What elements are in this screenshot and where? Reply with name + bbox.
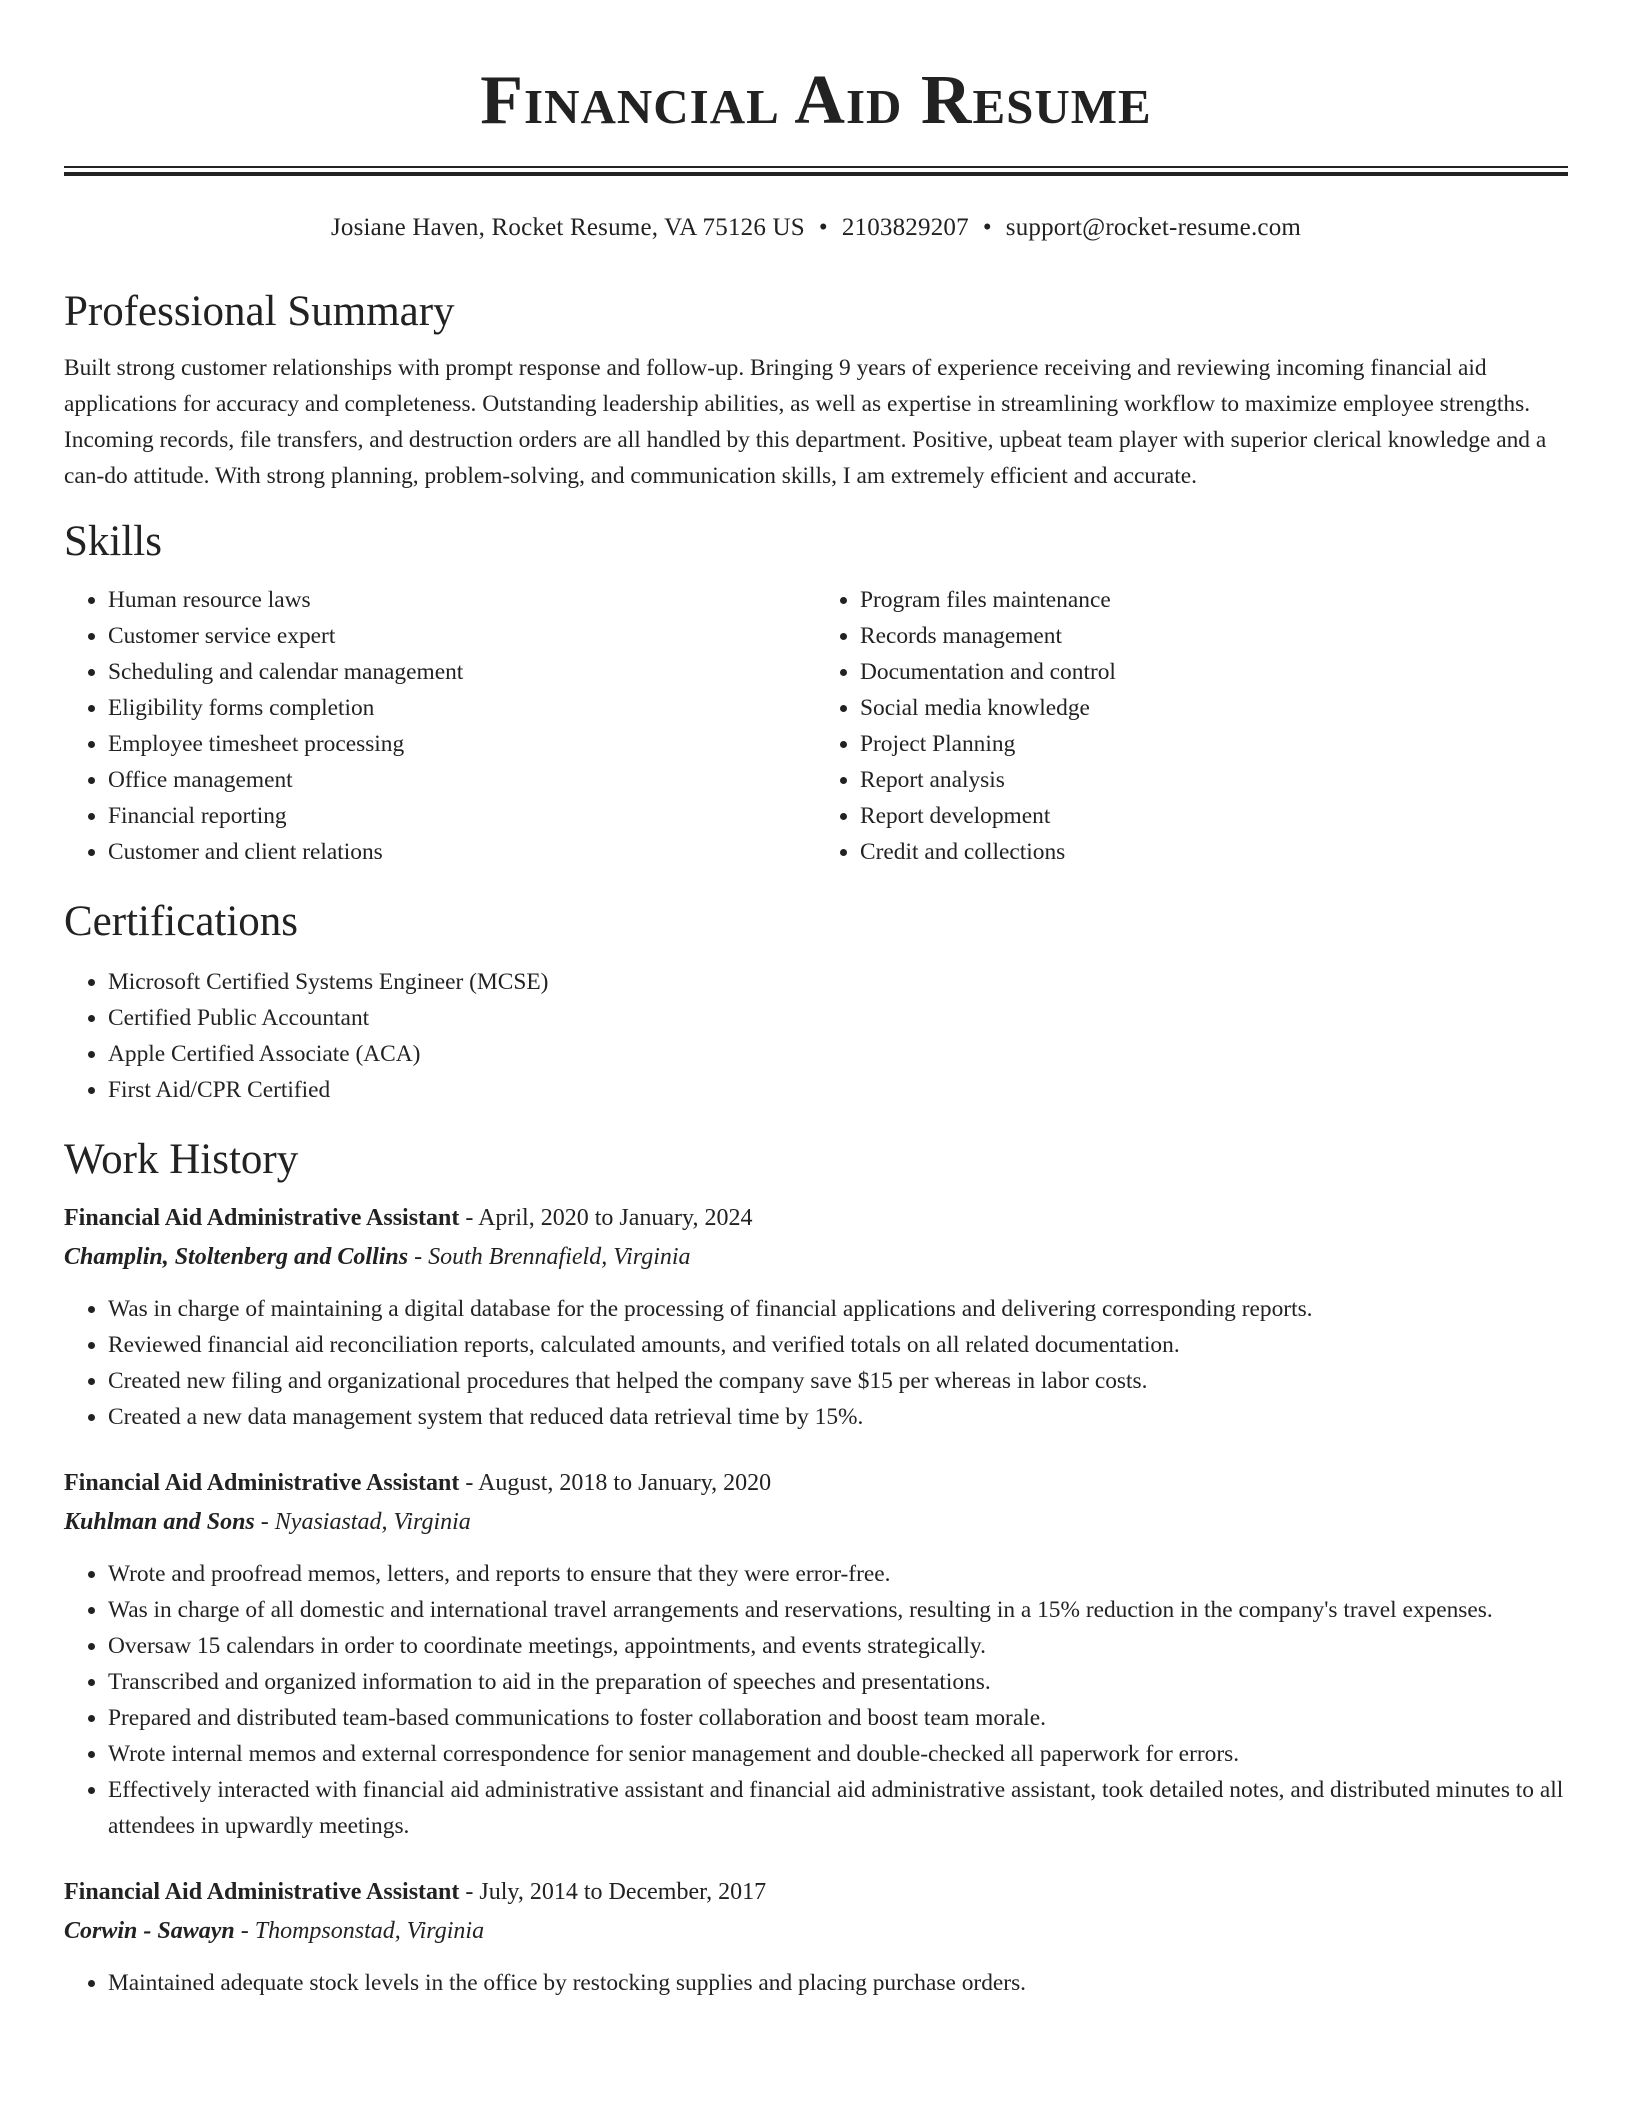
certification-item: • First Aid/CPR Certified	[108, 1072, 1568, 1108]
skill-item: • Project Planning	[860, 726, 1568, 762]
company-line: Champlin, Stoltenberg and Collins - South Brennafield, Virginia	[64, 1244, 691, 1270]
skill-item: • Scheduling and calendar management	[108, 654, 816, 690]
contact-separator: •	[818, 214, 828, 241]
skill-item: • Customer service expert	[108, 618, 816, 654]
skill-item: • Credit and collections	[860, 834, 1568, 870]
job-bullet: • Transcribed and organized information to aid in the preparation of speeches and presentations.	[108, 1664, 1568, 1700]
skill-item: • Office management	[108, 762, 816, 798]
job-bullets	[64, 1965, 1568, 2001]
job-title: Financial Aid Administrative Assistant	[64, 1879, 460, 1905]
job-dates: July, 2014 to December, 2017	[479, 1879, 767, 1905]
skill-item: • Report development	[860, 798, 1568, 834]
job-bullet: • Prepared and distributed team-based communications to foster collaboration and boost team morale.	[108, 1700, 1568, 1736]
skill-item: • Human resource laws	[108, 582, 816, 618]
skills-list-left	[64, 582, 816, 870]
job-dates: August, 2018 to January, 2020	[478, 1470, 772, 1496]
certification-item: • Microsoft Certified Systems Engineer (MCSE)	[108, 964, 1568, 1000]
skill-item: • Records management	[860, 618, 1568, 654]
skill-item: • Eligibility forms completion	[108, 690, 816, 726]
job-bullet: • Effectively interacted with financial aid administrative assistant and financial aid administrative assistant, took detailed notes, and distributed minutes to all attendees in upwardly meetings.	[108, 1772, 1568, 1844]
job-bullets	[64, 1556, 1568, 1844]
job-title: Financial Aid Administrative Assistant	[64, 1205, 460, 1231]
certifications-heading: Certifications	[64, 898, 299, 945]
job-bullet: • Maintained adequate stock levels in the office by restocking supplies and placing purchase orders.	[108, 1965, 1568, 2001]
company-location: Thompsonstad, Virginia	[254, 1918, 485, 1944]
skill-item: • Documentation and control	[860, 654, 1568, 690]
job-title-line: Financial Aid Administrative Assistant - April, 2020 to January, 2024	[64, 1205, 753, 1231]
contact-email: support@rocket-resume.com	[1005, 214, 1302, 241]
job-title-line: Financial Aid Administrative Assistant - August, 2018 to January, 2020	[64, 1470, 772, 1496]
summary-heading: Professional Summary	[64, 288, 455, 335]
contact-line	[64, 212, 1568, 244]
company-location: South Brennafield, Virginia	[428, 1244, 691, 1270]
skill-item: • Financial reporting	[108, 798, 816, 834]
job-bullet: • Wrote internal memos and external correspondence for senior management and double-checked all paperwork for errors.	[108, 1736, 1568, 1772]
certifications-list	[64, 964, 1568, 1108]
skill-item: • Customer and client relations	[108, 834, 816, 870]
company-line: Kuhlman and Sons - Nyasiastad, Virginia	[64, 1509, 471, 1535]
job-entry	[64, 1874, 1568, 2001]
company-name: Kuhlman and Sons	[64, 1509, 255, 1535]
skill-item: • Report analysis	[860, 762, 1568, 798]
job-title: Financial Aid Administrative Assistant	[64, 1470, 460, 1496]
job-bullet: • Was in charge of maintaining a digital database for the processing of financial applications and delivering corresponding reports.	[108, 1291, 1568, 1327]
skills-heading: Skills	[64, 518, 162, 565]
job-title-line: Financial Aid Administrative Assistant - July, 2014 to December, 2017	[64, 1879, 767, 1905]
job-bullet: • Wrote and proofread memos, letters, and reports to ensure that they were error-free.	[108, 1556, 1568, 1592]
company-name: Corwin - Sawayn	[64, 1918, 235, 1944]
work-history-list	[64, 1200, 1568, 2001]
job-bullets	[64, 1291, 1568, 1435]
job-bullet: • Created new filing and organizational procedures that helped the company save $15 per whereas in labor costs.	[108, 1363, 1568, 1399]
contact-phone: 2103829207	[841, 214, 969, 241]
job-entry	[64, 1200, 1568, 1435]
skills-grid	[64, 582, 1568, 870]
job-bullet: • Was in charge of all domestic and international travel arrangements and reservations, resulting in a 15% reduction in the company's travel expenses.	[108, 1592, 1568, 1628]
work-history-heading: Work History	[64, 1136, 299, 1183]
skill-item: • Program files maintenance	[860, 582, 1568, 618]
document-title: Financial Aid Resume	[480, 62, 1152, 139]
contact-address: Josiane Haven, Rocket Resume, VA 75126 US	[330, 214, 805, 241]
job-entry	[64, 1465, 1568, 1844]
certification-item: • Apple Certified Associate (ACA)	[108, 1036, 1568, 1072]
company-location: Nyasiastad, Virginia	[274, 1509, 471, 1535]
skill-item: • Employee timesheet processing	[108, 726, 816, 762]
summary-text: Built strong customer relationships with prompt response and follow-up. Bringing 9 years of experience receiving and reviewing incoming financial aid applications for accuracy and completeness. Outstanding leadership abilities, as well as expertise in streamlining workflow to maximize employee strengths. Incoming records, file transfers, and destruction orders are all handled by this department. Positive, upbeat team player with superior clerical knowledge and a can-do attitude. With strong planning, problem-solving, and communication skills, I am extremely efficient and accurate.	[64, 355, 1547, 489]
job-bullet: • Oversaw 15 calendars in order to coordinate meetings, appointments, and events strategically.	[108, 1628, 1568, 1664]
certification-item: • Certified Public Accountant	[108, 1000, 1568, 1036]
skills-list-right	[816, 582, 1568, 870]
skill-item: • Social media knowledge	[860, 690, 1568, 726]
job-dates: April, 2020 to January, 2024	[478, 1205, 753, 1231]
job-bullet: • Created a new data management system that reduced data retrieval time by 15%.	[108, 1399, 1568, 1435]
job-bullet: • Reviewed financial aid reconciliation reports, calculated amounts, and verified totals on all related documentation.	[108, 1327, 1568, 1363]
company-line: Corwin - Sawayn - Thompsonstad, Virginia	[64, 1918, 485, 1944]
company-name: Champlin, Stoltenberg and Collins	[64, 1244, 409, 1270]
contact-separator: •	[982, 214, 992, 241]
title-divider	[64, 166, 1568, 176]
